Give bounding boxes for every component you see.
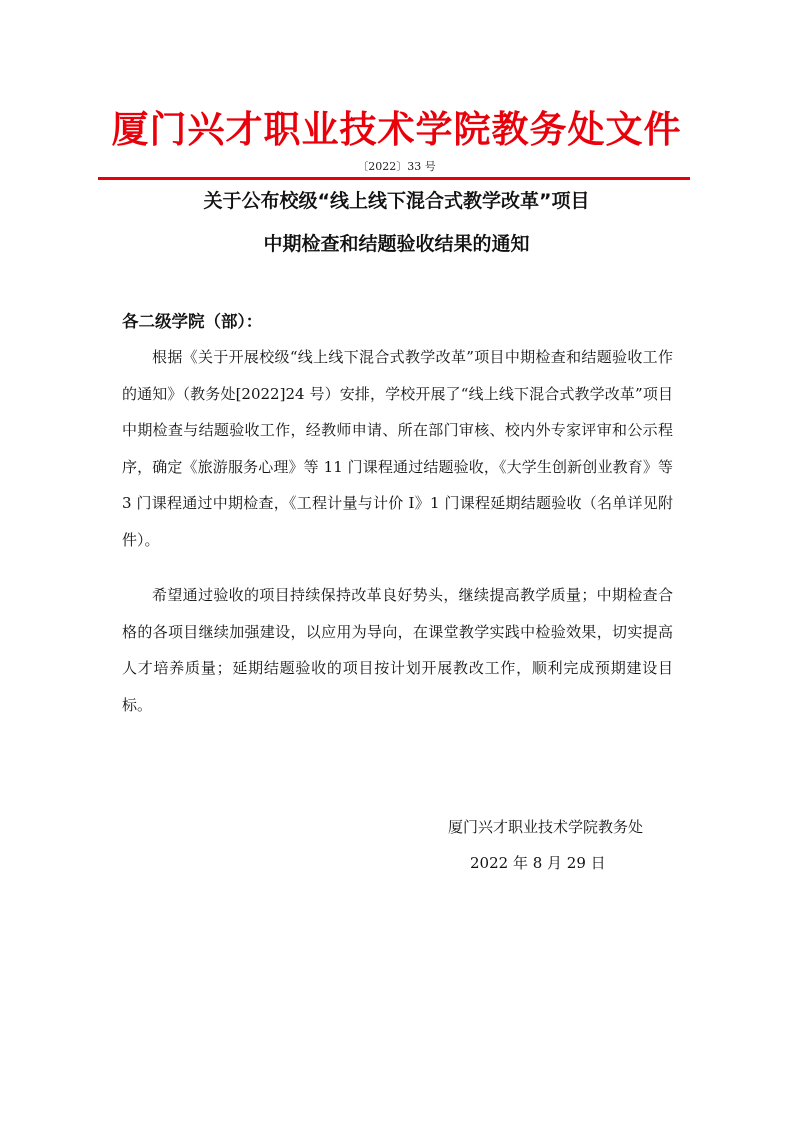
salutation: 各二级学院（部）：: [122, 312, 263, 331]
notice-title-line-2: 中期检查和结题验收结果的通知: [263, 233, 530, 255]
issuer-signature: 厦门兴才职业技术学院教务处: [448, 818, 644, 836]
notice-title-line-1: 关于公布校级“线上线下混合式教学改革”项目: [203, 190, 590, 212]
document-header-title: 厦门兴才职业技术学院教务处文件: [111, 107, 682, 151]
body-paragraph-2: 希望通过验收的项目持续保持改革良好势头，继续提高教学质量；中期检查合格的各项目继续加强建设，以应用为导向，在课堂教学实践中检验效果，切实提高人才培养质量；延期结题验收的项目按计划开展教改工作，顺利完成预期建设目标。: [122, 586, 673, 714]
issue-date: 2022 年 8 月 29 日: [470, 854, 606, 872]
body-paragraph-1: 根据《关于开展校级“线上线下混合式教学改革”项目中期检查和结题验收工作的通知》（教务处[2022]24 号）安排，学校开展了“线上线下混合式教学改革”项目中期检查与结题验收工作，经教师申请、所在部门审核、校内外专家评审和公示程序，确定《旅游服务心理》等 11 门课程通过结题验收，《大学生创新创业教育》等 3 门课程通过中期检查，《工程计量与计价 I》1 门课程延期结题验收（名单详见附件）。: [122, 348, 673, 549]
header-divider: [98, 177, 690, 180]
document-number: 〔2022〕33 号: [357, 160, 436, 173]
